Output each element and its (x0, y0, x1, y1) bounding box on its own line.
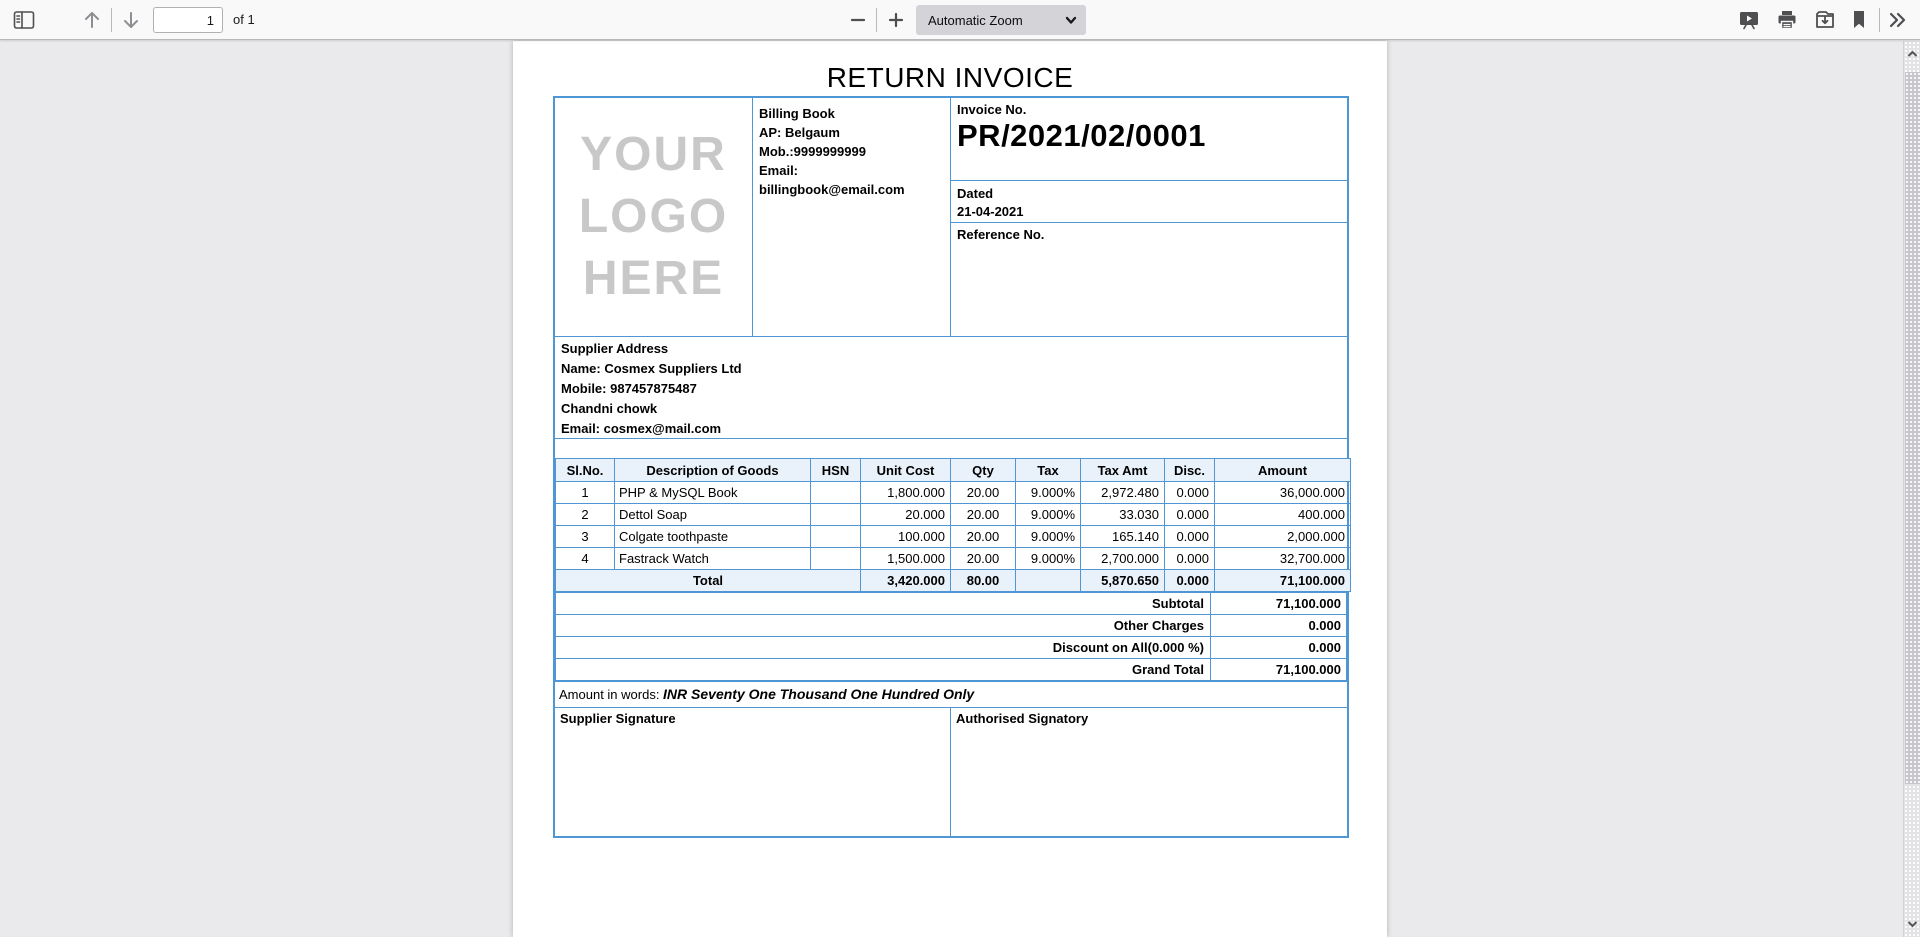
summary-value: 0.000 (1211, 615, 1347, 637)
table-cell: 9.000% (1016, 526, 1081, 548)
supplier-line: Supplier Address (561, 341, 669, 356)
save-icon (1813, 8, 1837, 32)
invoice-title: RETURN INVOICE (826, 62, 1074, 93)
toggle-sidebar-button[interactable] (8, 5, 40, 35)
zoom-in-icon (886, 10, 906, 30)
column-header: Disc. (1165, 459, 1215, 482)
table-cell: 1,500.000 (861, 548, 951, 570)
total-row (556, 570, 1351, 592)
table-cell: Fastrack Watch (615, 548, 811, 570)
print-icon (1775, 8, 1799, 32)
pdf-page (513, 41, 1387, 937)
scroll-up-button[interactable] (1904, 44, 1920, 64)
column-header: Tax Amt (1081, 459, 1165, 482)
summary-row (556, 593, 1347, 615)
table-cell: PHP & MySQL Book (615, 482, 811, 504)
signature-section (555, 707, 1347, 838)
pdf-toolbar (0, 0, 1920, 40)
summary-label: Other Charges (556, 615, 1211, 637)
billing-line: AP: Belgaum (759, 125, 840, 140)
column-header: Qty (951, 459, 1016, 482)
table-cell: 4 (556, 548, 615, 570)
page-down-icon (120, 8, 142, 32)
dated-label: Dated (957, 186, 994, 201)
supplier-line: Email: cosmex@mail.com (561, 421, 722, 436)
amount-in-words (555, 681, 1347, 707)
total-label: Total (556, 570, 861, 592)
amount-in-words-value: INR Seventy One Thousand One Hundred Only (663, 686, 975, 702)
table-cell: 32,700.000 (1215, 548, 1351, 570)
supplier-address (555, 336, 1347, 438)
table-cell (811, 548, 861, 570)
table-row (556, 482, 1351, 504)
billing-line: Mob.:9999999999 (759, 144, 866, 159)
table-cell: 9.000% (1016, 482, 1081, 504)
table-cell: 20.00 (951, 482, 1016, 504)
table-cell (811, 504, 861, 526)
invoice-box (553, 96, 1349, 838)
summary-value: 71,100.000 (1211, 593, 1347, 615)
table-cell: 9.000% (1016, 548, 1081, 570)
next-page-button[interactable] (115, 5, 147, 35)
total-cell: 0.000 (1165, 570, 1215, 592)
table-cell: 0.000 (1165, 504, 1215, 526)
total-cell: 3,420.000 (861, 570, 951, 592)
zoom-level-select[interactable] (916, 5, 1086, 35)
table-cell: 400.000 (1215, 504, 1351, 526)
billing-line: billingbook@email.com (759, 182, 905, 197)
table-cell: 20.000 (861, 504, 951, 526)
sidebar-toggle-icon (12, 9, 36, 31)
chevron-down-icon (1907, 915, 1918, 933)
total-cell: 5,870.650 (1081, 570, 1165, 592)
authorised-signatory-cell: Authorised Signatory (956, 711, 1089, 726)
table-cell: Dettol Soap (615, 504, 811, 526)
toolbar-separator (876, 8, 877, 32)
dated-value: 21-04-2021 (957, 204, 1024, 219)
presentation-mode-button[interactable] (1733, 5, 1765, 35)
table-cell: 2,700.000 (1081, 548, 1165, 570)
double-chevron-right-icon (1887, 10, 1909, 30)
pdf-viewer-area (0, 41, 1920, 937)
table-cell: 9.000% (1016, 504, 1081, 526)
reference-no-label: Reference No. (957, 227, 1045, 242)
vertical-scrollbar[interactable] (1903, 41, 1920, 937)
summary-label: Subtotal (556, 593, 1211, 615)
billing-info (753, 98, 951, 336)
total-cell: 80.00 (951, 570, 1016, 592)
summary-value: 71,100.000 (1211, 659, 1347, 681)
invoice-header (555, 98, 1347, 336)
tools-menu-button[interactable] (1883, 5, 1913, 35)
table-cell (811, 482, 861, 504)
page-count-label: of 1 (233, 12, 255, 27)
table-cell: 3 (556, 526, 615, 548)
table-cell: Colgate toothpaste (615, 526, 811, 548)
table-cell: 2 (556, 504, 615, 526)
zoom-out-icon (848, 10, 868, 30)
table-cell: 165.140 (1081, 526, 1165, 548)
table-row (556, 548, 1351, 570)
column-header: Unit Cost (861, 459, 951, 482)
table-cell: 100.000 (861, 526, 951, 548)
supplier-line: Chandni chowk (561, 401, 658, 416)
table-cell: 2,972.480 (1081, 482, 1165, 504)
supplier-line: Mobile: 987457875487 (561, 381, 697, 396)
summary-row (556, 637, 1347, 659)
empty-row (555, 438, 1347, 458)
table-cell: 1 (556, 482, 615, 504)
summary-row (556, 615, 1347, 637)
table-cell: 36,000.000 (1215, 482, 1351, 504)
table-cell: 2,000.000 (1215, 526, 1351, 548)
zoom-in-button[interactable] (880, 5, 912, 35)
total-cell (1016, 570, 1081, 592)
summary-label: Grand Total (556, 659, 1211, 681)
column-header: Tax (1016, 459, 1081, 482)
table-cell: 20.00 (951, 504, 1016, 526)
table-row (556, 526, 1351, 548)
summary-table (555, 592, 1347, 681)
invoice-number: PR/2021/02/0001 (957, 118, 1206, 153)
table-cell: 1,800.000 (861, 482, 951, 504)
invoice-no-label: Invoice No. (957, 102, 1027, 117)
toolbar-separator (1879, 8, 1880, 32)
table-row (556, 504, 1351, 526)
supplier-line: Name: Cosmex Suppliers Ltd (561, 361, 742, 376)
billing-line: Email: (759, 163, 799, 178)
save-button[interactable] (1809, 5, 1841, 35)
page-number-input[interactable] (153, 7, 223, 33)
summary-label: Discount on All(0.000 %) (556, 637, 1211, 659)
total-cell: 71,100.000 (1215, 570, 1351, 592)
scrollbar-thumb[interactable] (1905, 72, 1920, 784)
amount-in-words-label: Amount in words: (559, 687, 664, 702)
zoom-out-button[interactable] (842, 5, 874, 35)
column-header: Description of Goods (615, 459, 811, 482)
items-table (555, 458, 1351, 592)
items-tbody (556, 482, 1351, 592)
bookmark-icon (1849, 8, 1869, 32)
billing-line: Billing Book (759, 106, 835, 121)
column-header: Amount (1215, 459, 1351, 482)
logo-placeholder (555, 98, 753, 336)
logo-line: LOGO (578, 190, 729, 243)
table-cell: 0.000 (1165, 482, 1215, 504)
chevron-down-icon (1065, 14, 1086, 26)
column-header: HSN (811, 459, 861, 482)
table-cell: 33.030 (1081, 504, 1165, 526)
toolbar-separator (111, 8, 112, 32)
invoice-meta (951, 98, 1347, 336)
table-cell: 20.00 (951, 526, 1016, 548)
scroll-down-button[interactable] (1904, 914, 1920, 934)
logo-line: HERE (582, 252, 725, 305)
chevron-up-icon (1907, 45, 1918, 63)
current-view-button[interactable] (1845, 5, 1873, 35)
previous-page-button[interactable] (76, 5, 108, 35)
summary-tbody (556, 593, 1347, 681)
table-cell: 0.000 (1165, 548, 1215, 570)
table-cell (811, 526, 861, 548)
summary-row (556, 659, 1347, 681)
items-header-row (556, 459, 1351, 482)
table-cell: 0.000 (1165, 526, 1215, 548)
supplier-signature-cell: Supplier Signature (555, 708, 951, 838)
page-up-icon (81, 8, 103, 32)
summary-value: 0.000 (1211, 637, 1347, 659)
logo-line: YOUR (580, 128, 727, 181)
print-button[interactable] (1771, 5, 1803, 35)
column-header: Sl.No. (556, 459, 615, 482)
zoom-level-value: Automatic Zoom (928, 12, 1023, 28)
table-cell: 20.00 (951, 548, 1016, 570)
presentation-mode-icon (1737, 8, 1761, 32)
